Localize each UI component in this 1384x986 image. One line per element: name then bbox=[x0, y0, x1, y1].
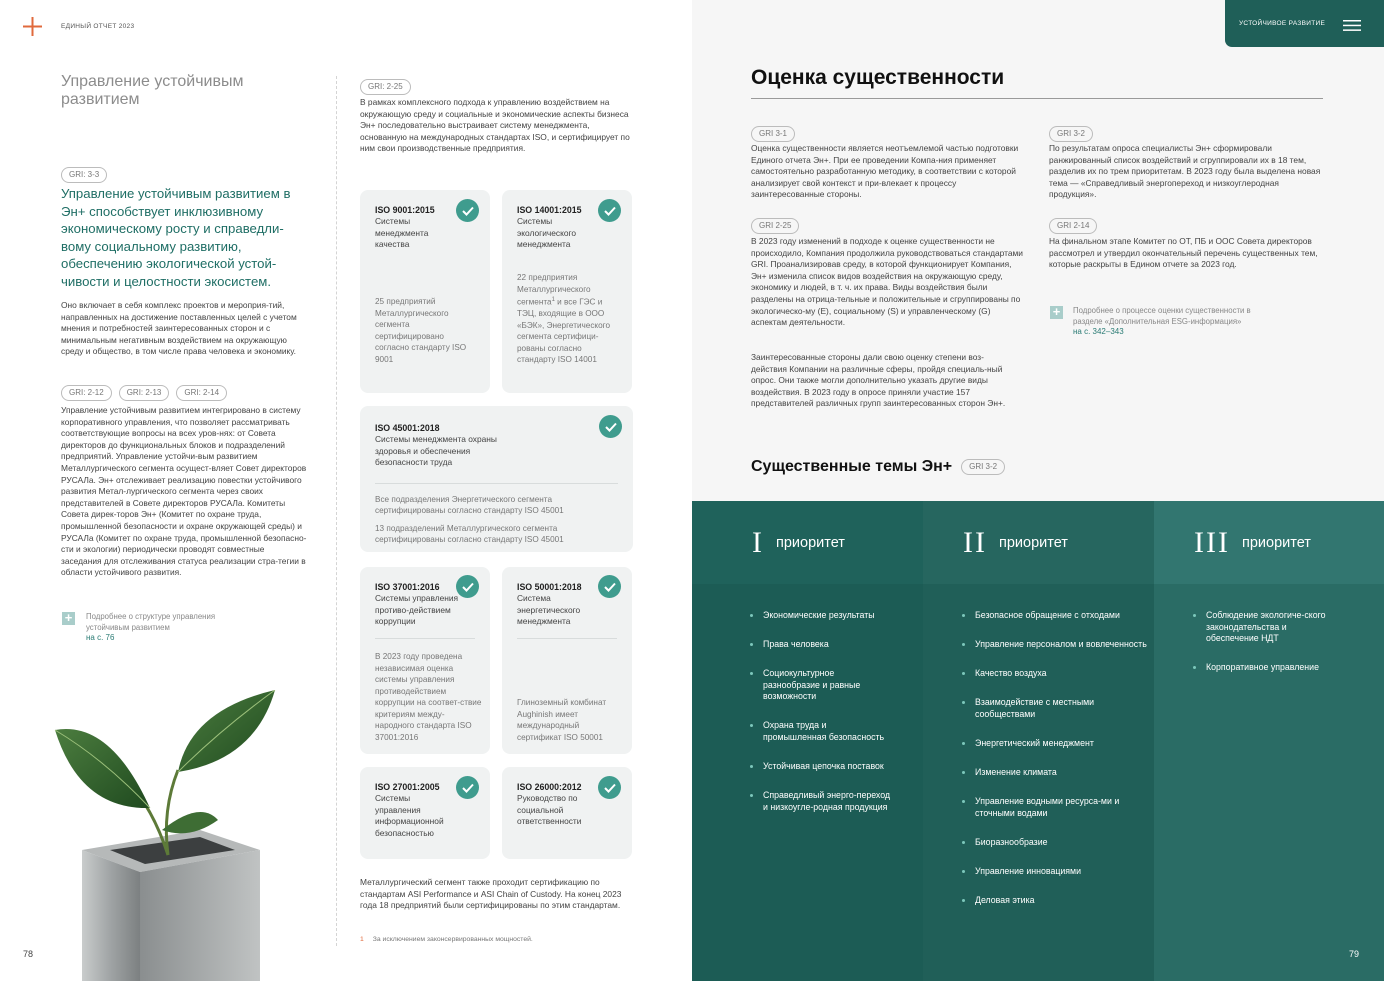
section-nav-button[interactable] bbox=[1225, 0, 1384, 47]
paragraph-2: Управление устойчивым развитием интегрировано в систему корпоративного управления, что позволяет рассматривать соответствующие вопросы на всех уров-нях: от Совета директоров до функциональных блоков и подразделений предприятий. Управление устойчи-вым развитием Металлургического сегмента осущест-вляет Совет директоров РУСАЛа. Эн+ отслеживает реализацию повестки устойчивого развития Метал-лургического сегмента через своих представителей в Совете директоров РУСАЛа. Комитеты Совета дирек-торов Эн+ (Комитет по охране труда, промышленной безопасности и охране окружающей среды) и РУСАЛа (Комитет по охране труда, промышленной безопасно-сти и экологии) периодически проводят совместные заседания для отслеживания статуса реализации стра-тегии в области устойчивого развития. bbox=[61, 405, 307, 578]
list-item: Изменение климата bbox=[964, 767, 1148, 779]
menu-icon[interactable] bbox=[1343, 18, 1361, 29]
list-item: Соблюдение экологиче-ского законодательства и обеспечение НДТ bbox=[1195, 610, 1339, 645]
topics-heading bbox=[751, 458, 1005, 476]
gri-tag: GRI: 2-14 bbox=[176, 385, 227, 401]
priority-numeral: I bbox=[752, 525, 764, 559]
check-icon bbox=[598, 199, 621, 222]
card-desc: Системы экологического менеджмента bbox=[517, 216, 577, 249]
card-note: 13 подразделений Металлургического сегмента сертифицированы согласно стандарту ISO 45001 bbox=[375, 523, 564, 544]
title-underline bbox=[751, 98, 1323, 99]
gri-tag: GRI: 2-13 bbox=[119, 385, 170, 401]
card-note: 25 предприятий Металлургического сегмента сертифицировано согласно стандарту ISO 9001 bbox=[375, 297, 467, 364]
card-desc: Руководство по социальной ответственности bbox=[517, 793, 582, 826]
card-title: ISO 45001:2018 bbox=[375, 423, 440, 433]
intro-text: В рамках комплексного подхода к управлению воздействием на окружающую среду и социальные и экономические аспекты бизнеса Эн+ последовательно выстраивает систему менеджмента, основанную на международных стандартах ISO, и сертифицирует по ним свои производственные предприятия. bbox=[360, 97, 630, 154]
gri-tag: GRI: 3-3 bbox=[61, 164, 107, 183]
list-item: Безопасное обращение с отходами bbox=[964, 610, 1148, 622]
materiality-text-4: По результатам опроса специалисты Эн+ сформировали ранжированный список воздействий и сгруппировали их в 18 тем, разделив их по трем приоритетам. В 2023 году была выделена новая тема — «Справедливый энергопереход и низкоуглеродная продукция». bbox=[1049, 143, 1321, 200]
gri-tag: GRI 3-2 bbox=[1049, 123, 1093, 142]
priority-numeral: III bbox=[1194, 525, 1230, 559]
outro-text: Металлургический сегмент также проходит сертификацию по стандартам ASI Performance и ASI Chain of Custody. На конец 2023 года 18 предприятий были сертифицированы по этим стандартам. bbox=[360, 877, 622, 911]
gri-tag: GRI: 2-12 bbox=[61, 385, 112, 401]
footnote-text: За исключением законсервированных мощностей. bbox=[372, 936, 533, 943]
materiality-text-5: На финальном этапе Комитет по ОТ, ПБ и ООС Совета директоров рассмотрел и утвердил окончательный перечень существенных тем, которые раскрыты в Едином отчете за 2023 год. bbox=[1049, 236, 1318, 270]
more-info-link[interactable] bbox=[86, 612, 251, 642]
list-item: Управление инновациями bbox=[964, 866, 1148, 878]
card-title: ISO 50001:2018 bbox=[517, 582, 582, 592]
card-title: ISO 26000:2012 bbox=[517, 782, 582, 792]
list-item: Устойчивая цепочка поставок bbox=[752, 761, 892, 773]
card-title: ISO 27001:2005 bbox=[375, 782, 440, 792]
gri-tag: GRI 2-14 bbox=[1049, 215, 1097, 234]
card-title: ISO 9001:2015 bbox=[375, 205, 435, 215]
iso-card-26000 bbox=[502, 767, 632, 859]
card-desc: Системы управления противо-действием коррупции bbox=[375, 593, 459, 626]
check-icon bbox=[598, 776, 621, 799]
plus-logo-icon bbox=[23, 17, 42, 36]
materiality-text-3: Заинтересованные стороны дали свою оценку степени воз-действия Компании на различные сферы, пройдя специаль-ный опрос. Они также могли дополнительно указать другие виды воздействия. В 2023 году в опросе приняли участие 157 представителей различных групп заинтересованных сторон Эн+. bbox=[751, 352, 1006, 409]
more-info-text: Подробнее о структуре управления устойчивым развитием bbox=[86, 612, 216, 632]
card-note: Глиноземный комбинат Aughinish имеет международный сертификат ISO 50001 bbox=[517, 698, 607, 742]
priority-column-3 bbox=[1154, 501, 1384, 981]
list-item: Управление персоналом и вовлеченность bbox=[964, 639, 1148, 651]
more-info-link[interactable] bbox=[1073, 306, 1278, 336]
priority-label: приоритет bbox=[1241, 534, 1311, 551]
lead-text: Управление устойчивым развитием в Эн+ способствует инклюзивному экономическому росту и справедли-вому социальному развитию, обеспечению экологической устой-чивости и целостности экосистем. bbox=[61, 186, 291, 289]
materiality-text-1: Оценка существенности является неотъемлемой частью подготовки Единого отчета Эн+. При ее проведении Компа-ния применяет самостоятельно разработанную методику, в соответствии с которой анализирует свой контекст и при-влекает к процессу заинтересованные стороны. bbox=[751, 143, 1019, 200]
priority-column-2 bbox=[923, 501, 1154, 981]
list-item: Управление водными ресурса-ми и сточными водами bbox=[964, 796, 1148, 819]
card-note: Все подразделения Энергетического сегмента сертифицированы согласно стандарту ISO 45001 bbox=[375, 494, 564, 515]
priority-label: приоритет bbox=[776, 534, 845, 551]
list-item: Качество воздуха bbox=[964, 668, 1148, 680]
list-item: Права человека bbox=[752, 639, 892, 651]
check-icon bbox=[456, 575, 479, 598]
materiality-text-2: В 2023 году изменений в подходе к оценке существенности не происходило, Компания продолжила руководствоваться стандартами GRI. Проанализировав среду, в которой функционирует Компания, Эн+ изменила список видов воздействия на окружающую среду, экономику и людей, в т. ч. их права. Виды воздействия были разделены на отрица-тельные и положительные и сгруппированы по экологическо-му (E), социальному (S) и управленческому (G) аспектам деятельности. bbox=[751, 236, 1023, 328]
page-number-left: 78 bbox=[23, 949, 34, 959]
gri-tag: GRI 3-1 bbox=[751, 123, 795, 142]
list-item: Энергетический менеджмент bbox=[964, 738, 1148, 750]
card-desc: Системы управления информационной безопасностью bbox=[375, 793, 444, 838]
right-title: Оценка существенности bbox=[751, 66, 1005, 89]
section-label: УСТОЙЧИВОЕ РАЗВИТИЕ bbox=[1239, 20, 1326, 27]
plant-illustration bbox=[50, 690, 290, 981]
card-divider bbox=[375, 483, 618, 484]
footnote bbox=[360, 936, 533, 943]
priority-header bbox=[692, 501, 923, 584]
footnote-number: 1 bbox=[360, 936, 364, 943]
gri-tag: GRI 3-2 bbox=[961, 459, 1005, 475]
card-desc: Системы менеджмента качества bbox=[375, 216, 429, 249]
gri-tag: GRI: 2-25 bbox=[360, 76, 411, 95]
iso-card-45001 bbox=[360, 406, 633, 552]
card-title: ISO 14001:2015 bbox=[517, 205, 582, 215]
iso-card-27001 bbox=[360, 767, 490, 859]
priority-header bbox=[923, 501, 1154, 584]
priority-topics-list bbox=[692, 584, 892, 813]
column-divider bbox=[336, 76, 337, 946]
card-note: 22 предприятия Металлургического сегмента$^1$ и все ГЭС и ТЭЦ, входящие в ООО «БЭК», Энергетического сегмента сертифици-рованы согласно стандарту ISO 14001 bbox=[517, 273, 611, 365]
paragraph-1: Оно включает в себя комплекс проектов и мероприя-тий, направленных на достижение поставленных целей с учетом мнения и потребностей заинтересованных сторон и с минимальным негативным воздействием на окружающую среду и общество, в том числе права человека и экономику. bbox=[61, 300, 297, 357]
list-item: Взаимодействие с местными сообществами bbox=[964, 697, 1148, 720]
list-item: Охрана труда и промышленная безопасность bbox=[752, 720, 892, 743]
topics-title: Существенные темы Эн+ bbox=[751, 458, 953, 475]
priority-topics-list bbox=[923, 584, 1148, 907]
list-item: Корпоративное управление bbox=[1195, 662, 1339, 674]
card-divider bbox=[375, 638, 475, 639]
more-info-text: Подробнее о процессе оценки существенности в разделе «Дополнительная ESG-информация» bbox=[1073, 306, 1251, 326]
more-info-page[interactable]: на с. 76 bbox=[86, 633, 115, 642]
report-label: ЕДИНЫЙ ОТЧЕТ 2023 bbox=[61, 23, 135, 30]
gri-tags-row bbox=[61, 385, 227, 401]
priority-topics-list bbox=[1154, 584, 1339, 674]
check-icon bbox=[599, 415, 622, 438]
iso-card-14001 bbox=[502, 190, 632, 393]
priority-label: приоритет bbox=[998, 534, 1068, 551]
list-item: Деловая этика bbox=[964, 895, 1148, 907]
page-number-right: 79 bbox=[1349, 949, 1360, 959]
list-item: Экономические результаты bbox=[752, 610, 892, 622]
priority-column-1 bbox=[692, 501, 923, 981]
more-plus-icon[interactable]: + bbox=[62, 612, 75, 625]
list-item: Справедливый энерго-переход и низкоугле-родная продукция bbox=[752, 790, 892, 813]
more-plus-icon[interactable]: + bbox=[1050, 306, 1063, 319]
card-divider bbox=[517, 638, 617, 639]
more-info-page[interactable]: на с. 342–343 bbox=[1073, 327, 1124, 336]
iso-card-9001 bbox=[360, 190, 490, 393]
iso-card-37001 bbox=[360, 567, 490, 754]
check-icon bbox=[598, 575, 621, 598]
gri-tag: GRI 2-25 bbox=[751, 215, 799, 234]
list-item: Биоразнообразие bbox=[964, 837, 1148, 849]
card-desc: Система энергетического менеджмента bbox=[517, 593, 581, 626]
list-item: Социокультурное разнообразие и равные возможности bbox=[752, 668, 892, 703]
iso-card-50001 bbox=[502, 567, 632, 754]
priority-header bbox=[1154, 501, 1384, 584]
left-title: Управление устойчивым развитием bbox=[61, 73, 244, 108]
check-icon bbox=[456, 776, 479, 799]
priority-numeral: II bbox=[963, 525, 987, 559]
card-desc: Системы менеджмента охраны здоровья и обеспечения безопасности труда bbox=[375, 434, 497, 467]
card-note: В 2023 году проведена независимая оценка системы управления противодействием коррупции на соответ-ствие критериям между-народного стандарта ISO 37001:2016 bbox=[375, 652, 482, 742]
check-icon bbox=[456, 199, 479, 222]
card-title: ISO 37001:2016 bbox=[375, 582, 440, 592]
